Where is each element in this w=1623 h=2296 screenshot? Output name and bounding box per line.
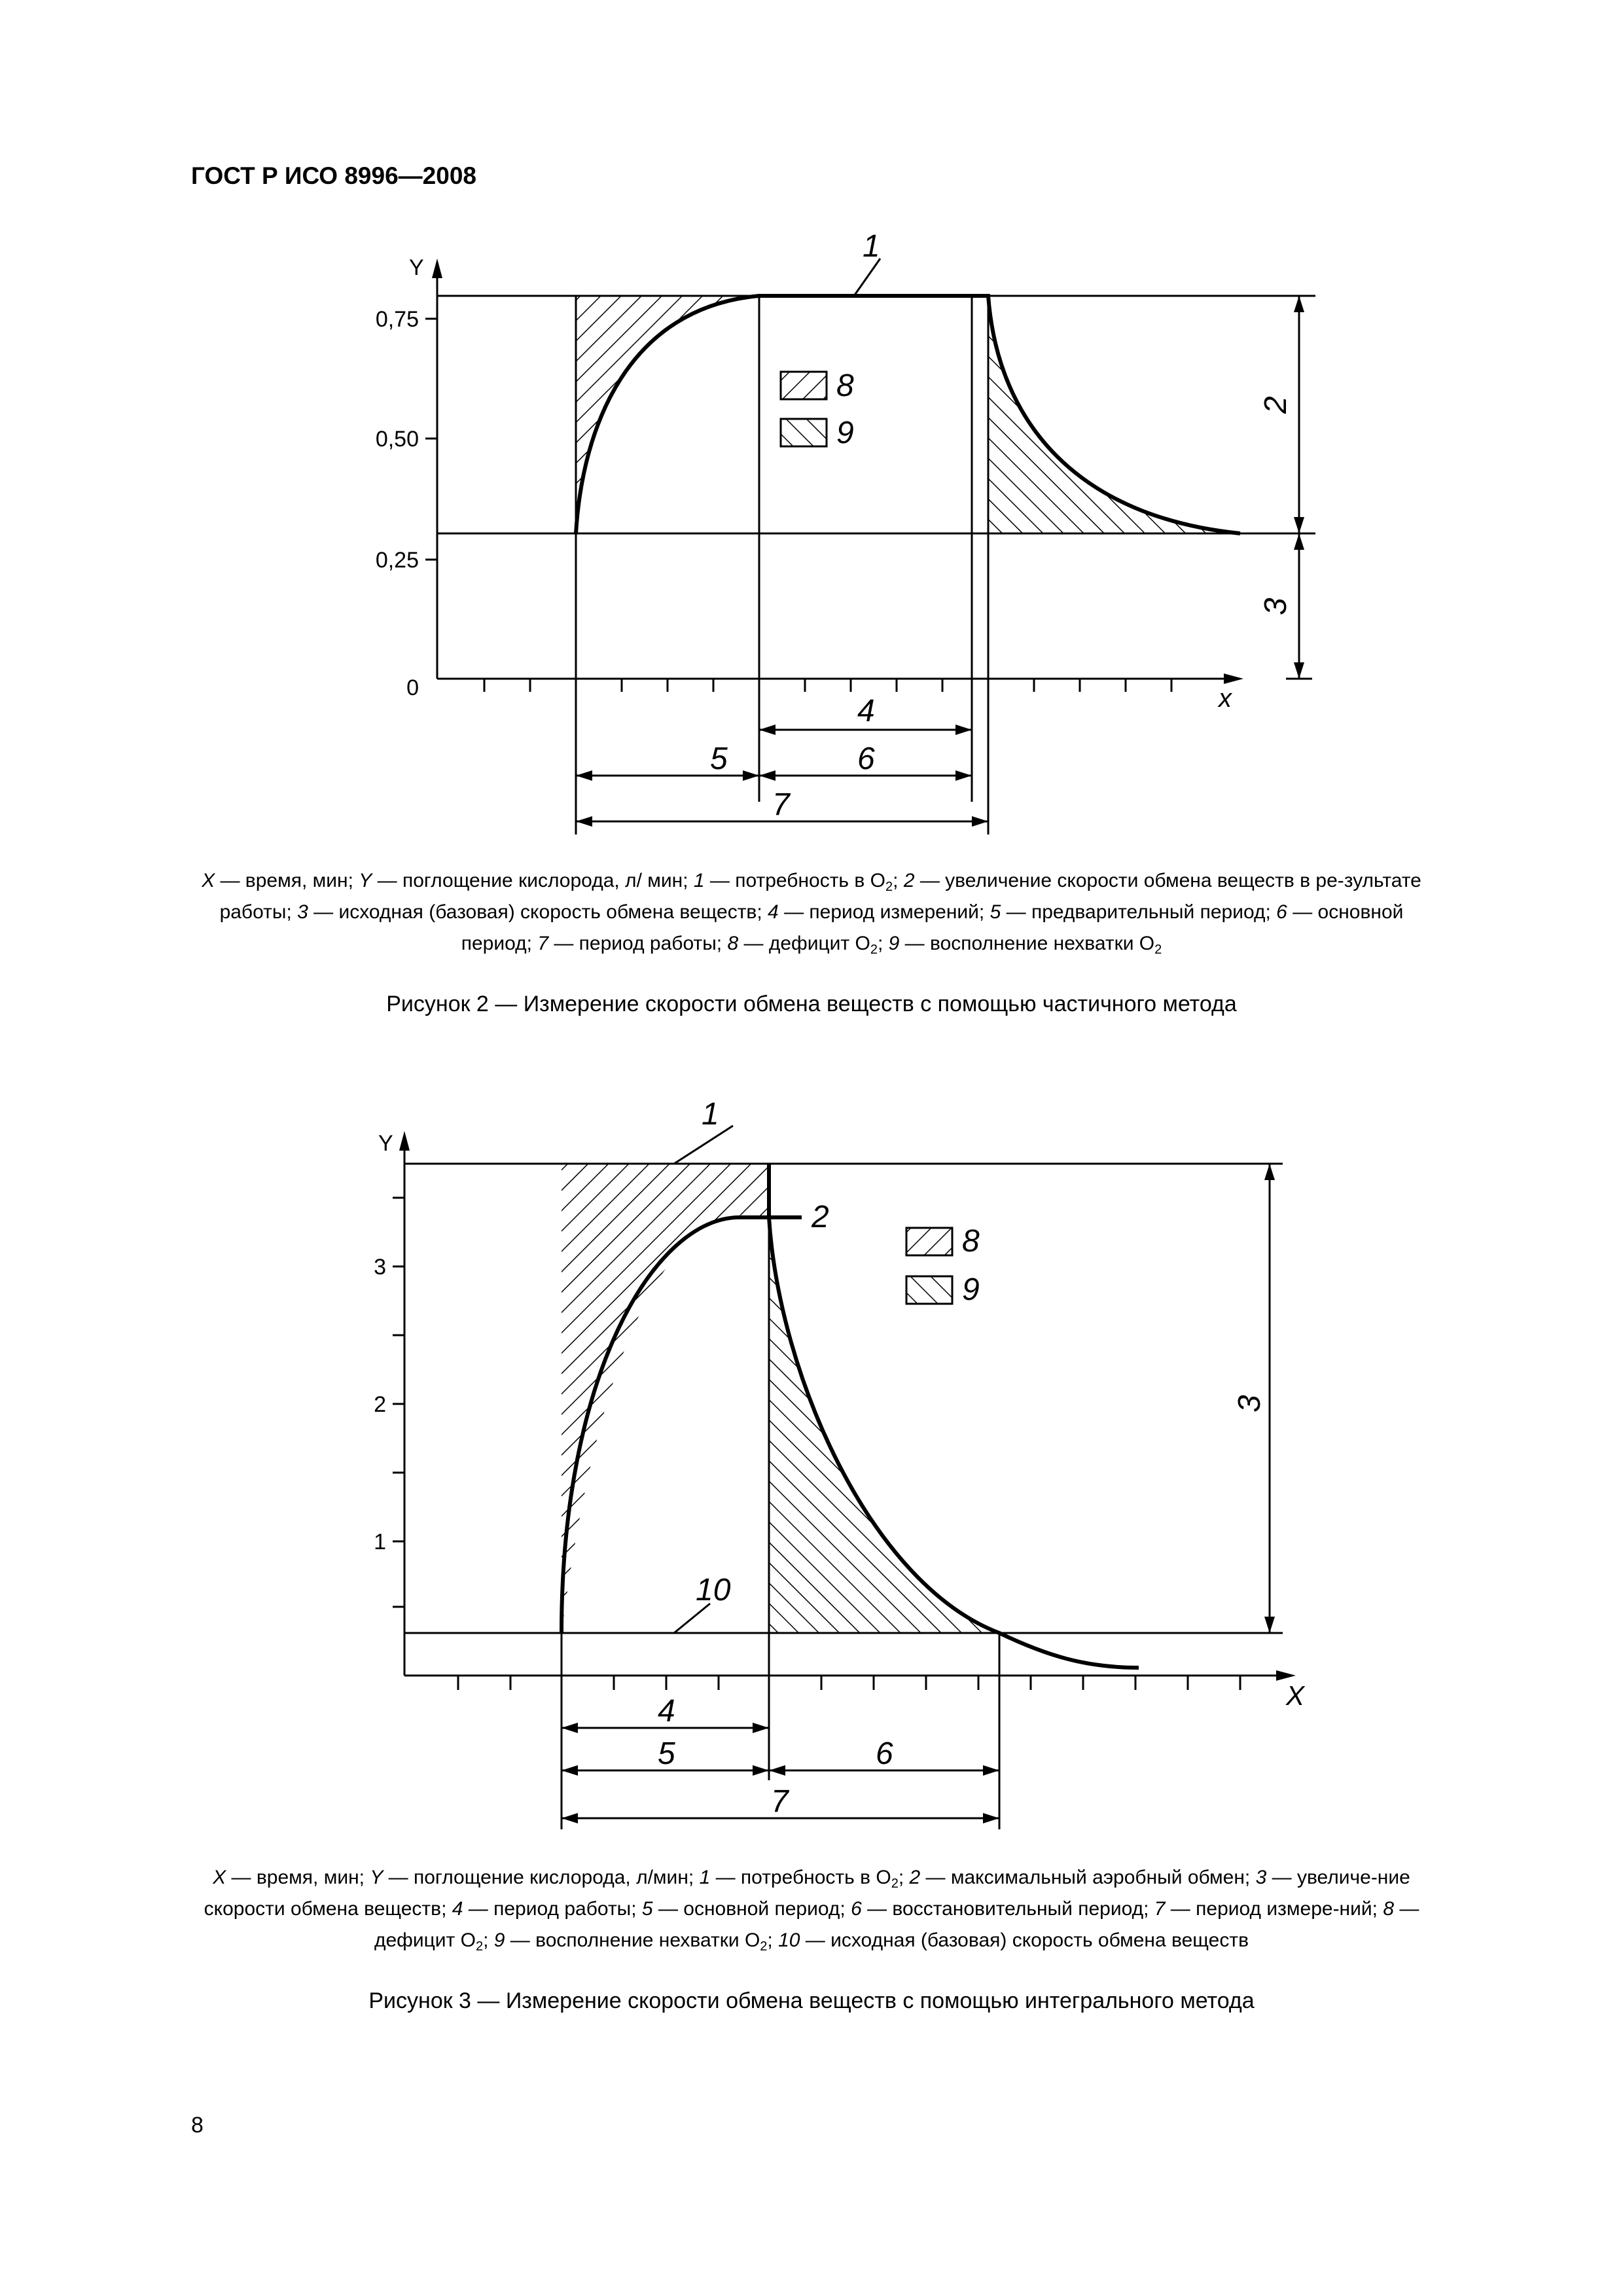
fig3-label-2: 2 [812,1200,829,1234]
origin-label: 0 [406,675,419,700]
legend3-swatch-8 [906,1228,952,1255]
legend3-label-8: 8 [962,1224,980,1259]
label-7: 7 [772,787,790,822]
y-tick-050: 0,50 [375,427,419,452]
legend-swatch-8 [781,372,827,399]
page-number: 8 [191,2113,204,2138]
x-axis-label: x [1219,684,1232,713]
label-5: 5 [710,742,728,776]
fig3-label-4: 4 [658,1694,675,1729]
label-2: 2 [1258,396,1293,414]
legend-label-9: 9 [836,416,854,450]
figure-2-curve [576,296,1240,533]
legend3-label-9: 9 [962,1272,980,1307]
label-1: 1 [863,229,880,264]
figure-2-diagram [0,223,1623,877]
fig3-y-tick-1: 1 [374,1530,386,1554]
fig3-y-tick-3: 3 [374,1255,386,1280]
figure-2-legend: X — время, мин; Y — поглощение кислорода, л/ мин; 1 — потребность в $O_2$; 2 — увеличение скорости обмена веществ в ре-зультате работы; 3 — исходная (базовая) скорость обмена веществ; 4 — период измерений; 5 — предварительный период; 6 — основной период; 7 — период работы; 8 — дефицит $O_2$; 9 — восполнение нехватки $O_2$ [202,870,1421,957]
legend3-swatch-9 [906,1276,952,1304]
label-6: 6 [857,742,875,776]
figure-3-legend: X — время, мин; Y — поглощение кислорода, л/мин; 1 — потребность в $O_2$; 2 — максимальный аэробный обмен; 3 — увеличе-ние скорости обмена веществ; 4 — период работы; 5 — основной период; 6 — восстановительный период; 7 — период измере-ний; 8 — дефицит $O_2$; 9 — восполнение нехватки $O_2$; 10 — исходная (базовая) скорость обмена веществ [204,1867,1419,1954]
figure-2-title: Рисунок 2 — Измерение скорости обмена веществ с помощью частичного метода [386,992,1237,1016]
fig3-label-7: 7 [771,1784,789,1819]
fig3-label-5: 5 [658,1736,675,1771]
legend-label-8: 8 [836,368,854,403]
fig3-label-3: 3 [1232,1395,1267,1412]
fig3-y-tick-2: 2 [374,1392,386,1417]
figure-3-diagram [0,1083,1623,1849]
fig3-y-axis-label: Y [378,1131,393,1156]
label-3: 3 [1258,598,1293,615]
fig3-label-10: 10 [696,1573,731,1607]
document-header: ГОСТ Р ИСО 8996—2008 [191,162,476,189]
fig3-label-1: 1 [702,1097,719,1132]
fig3-label-6: 6 [876,1736,893,1771]
legend-swatch-9 [781,419,827,446]
label-4: 4 [857,694,875,728]
figure-3-title: Рисунок 3 — Измерение скорости обмена веществ с помощью интегрального метода [368,1988,1255,2013]
fig3-x-axis-label: X [1286,1680,1305,1711]
y-tick-025: 0,25 [375,548,419,573]
y-axis-label: Y [409,255,424,280]
y-tick-075: 0,75 [375,307,419,332]
